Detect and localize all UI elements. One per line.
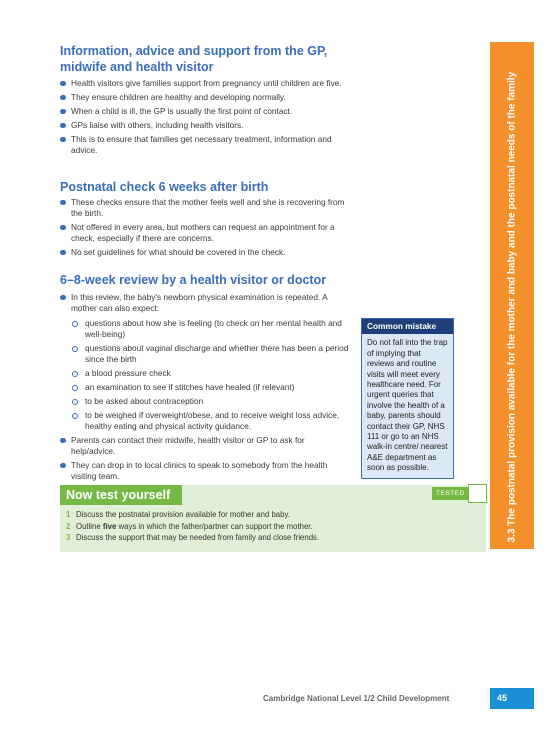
bullet-icon	[60, 123, 66, 129]
list-item: Health visitors give families support from pregnancy until children are five.	[60, 78, 350, 89]
bullet-icon	[60, 81, 66, 87]
bullet-icon	[60, 95, 66, 101]
test-question: 2 Outline five ways in which the father/partner can support the mother.	[66, 521, 313, 531]
bullet-icon	[60, 438, 66, 444]
list-item: They ensure children are healthy and developing normally.	[60, 92, 350, 103]
list-item: Not offered in every area, but mothers can request an appointment for a check, especially if there are concerns.	[60, 222, 350, 244]
bullet-icon	[60, 295, 66, 301]
bullet-icon	[60, 225, 66, 231]
sub-list-item: questions about how she is feeling (to check on her mental health and well-being)	[71, 318, 350, 340]
section-heading-gp-midwife: Information, advice and support from the GP, midwife and health visitor	[60, 44, 328, 74]
list-item: This is to ensure that families get necessary treatment, information and advice.	[60, 134, 350, 156]
gp-bullet-list	[60, 78, 350, 159]
circle-bullet-icon	[72, 346, 78, 352]
circle-bullet-icon	[72, 399, 78, 405]
list-item: When a child is ill, the GP is usually the first point of contact.	[60, 106, 350, 117]
review-sub-list	[71, 318, 350, 432]
bullet-icon	[60, 109, 66, 115]
bullet-icon	[60, 463, 66, 469]
list-item: No set guidelines for what should be covered in the check.	[60, 247, 350, 258]
sub-list-item: to be asked about contraception	[71, 396, 350, 407]
circle-bullet-icon	[72, 321, 78, 327]
sub-list-item: questions about vaginal discharge and whether there has been a period since the birth	[71, 343, 350, 365]
sub-list-item: an examination to see if stitches have healed (if relevant)	[71, 382, 350, 393]
test-question-list	[66, 509, 319, 544]
list-item: They can drop in to local clinics to speak to somebody from the health visiting team.	[60, 460, 350, 482]
circle-bullet-icon	[72, 413, 78, 419]
list-item: GPs liaise with others, including health visitors.	[60, 120, 350, 131]
tested-label: TESTED	[432, 487, 469, 500]
circle-bullet-icon	[72, 385, 78, 391]
footer-book-title: Cambridge National Level 1/2 Child Development	[263, 694, 450, 703]
chapter-side-tab	[490, 42, 534, 549]
section-heading-postnatal-check: Postnatal check 6 weeks after birth	[60, 180, 269, 194]
sub-list-item: to be weighed if overweight/obese, and to receive weight loss advice, healthy eating and physical activity guidance.	[71, 410, 350, 432]
section-heading-review: 6–8-week review by a health visitor or doctor	[60, 273, 327, 287]
bullet-icon	[60, 137, 66, 143]
postnatal-check-bullet-list	[60, 197, 350, 261]
bullet-icon	[60, 200, 66, 206]
chapter-side-tab-text: 3.3 The postnatal provision available for the mother and baby and the postnatal needs of the family	[506, 71, 518, 543]
test-question: 1 Discuss the postnatal provision available for mother and baby.	[66, 510, 290, 519]
bullet-icon	[60, 250, 66, 256]
review-bullet-list	[60, 292, 350, 485]
tested-checkbox[interactable]	[468, 484, 487, 503]
common-mistake-box	[361, 318, 454, 479]
test-yourself-title: Now test yourself	[60, 485, 182, 505]
list-item: In this review, the baby's newborn physical examination is repeated. A mother can also expect: questions about how she is feeling (to check on her mental health and well-being) questions about vaginal discharge and whether there has been a period since the birth a blood pressure check an examination to see if stitches have healed (if relevant) to be asked about contraception to be weighed if overweight/obese, and to receive weight loss advice, healthy eating and physical activity guidance.	[60, 292, 350, 432]
common-mistake-title: Common mistake	[362, 319, 453, 334]
common-mistake-body: Do not fall into the trap of implying that reviews and routine visits will meet every healthcare need. For urgent queries that involve the health of a baby, parents should contact their GP, NHS 111 or go to an NHS walk-in centre/ nearest A&E department as soon as possible.	[367, 338, 448, 473]
page-number: 45	[490, 688, 534, 709]
sub-list-item: a blood pressure check	[71, 368, 350, 379]
circle-bullet-icon	[72, 371, 78, 377]
list-item: Parents can contact their midwife, health visitor or GP to ask for help/advice.	[60, 435, 350, 457]
list-item: These checks ensure that the mother feels well and she is recovering from the birth.	[60, 197, 350, 219]
test-question: 3 Discuss the support that may be needed from family and close friends.	[66, 533, 320, 542]
